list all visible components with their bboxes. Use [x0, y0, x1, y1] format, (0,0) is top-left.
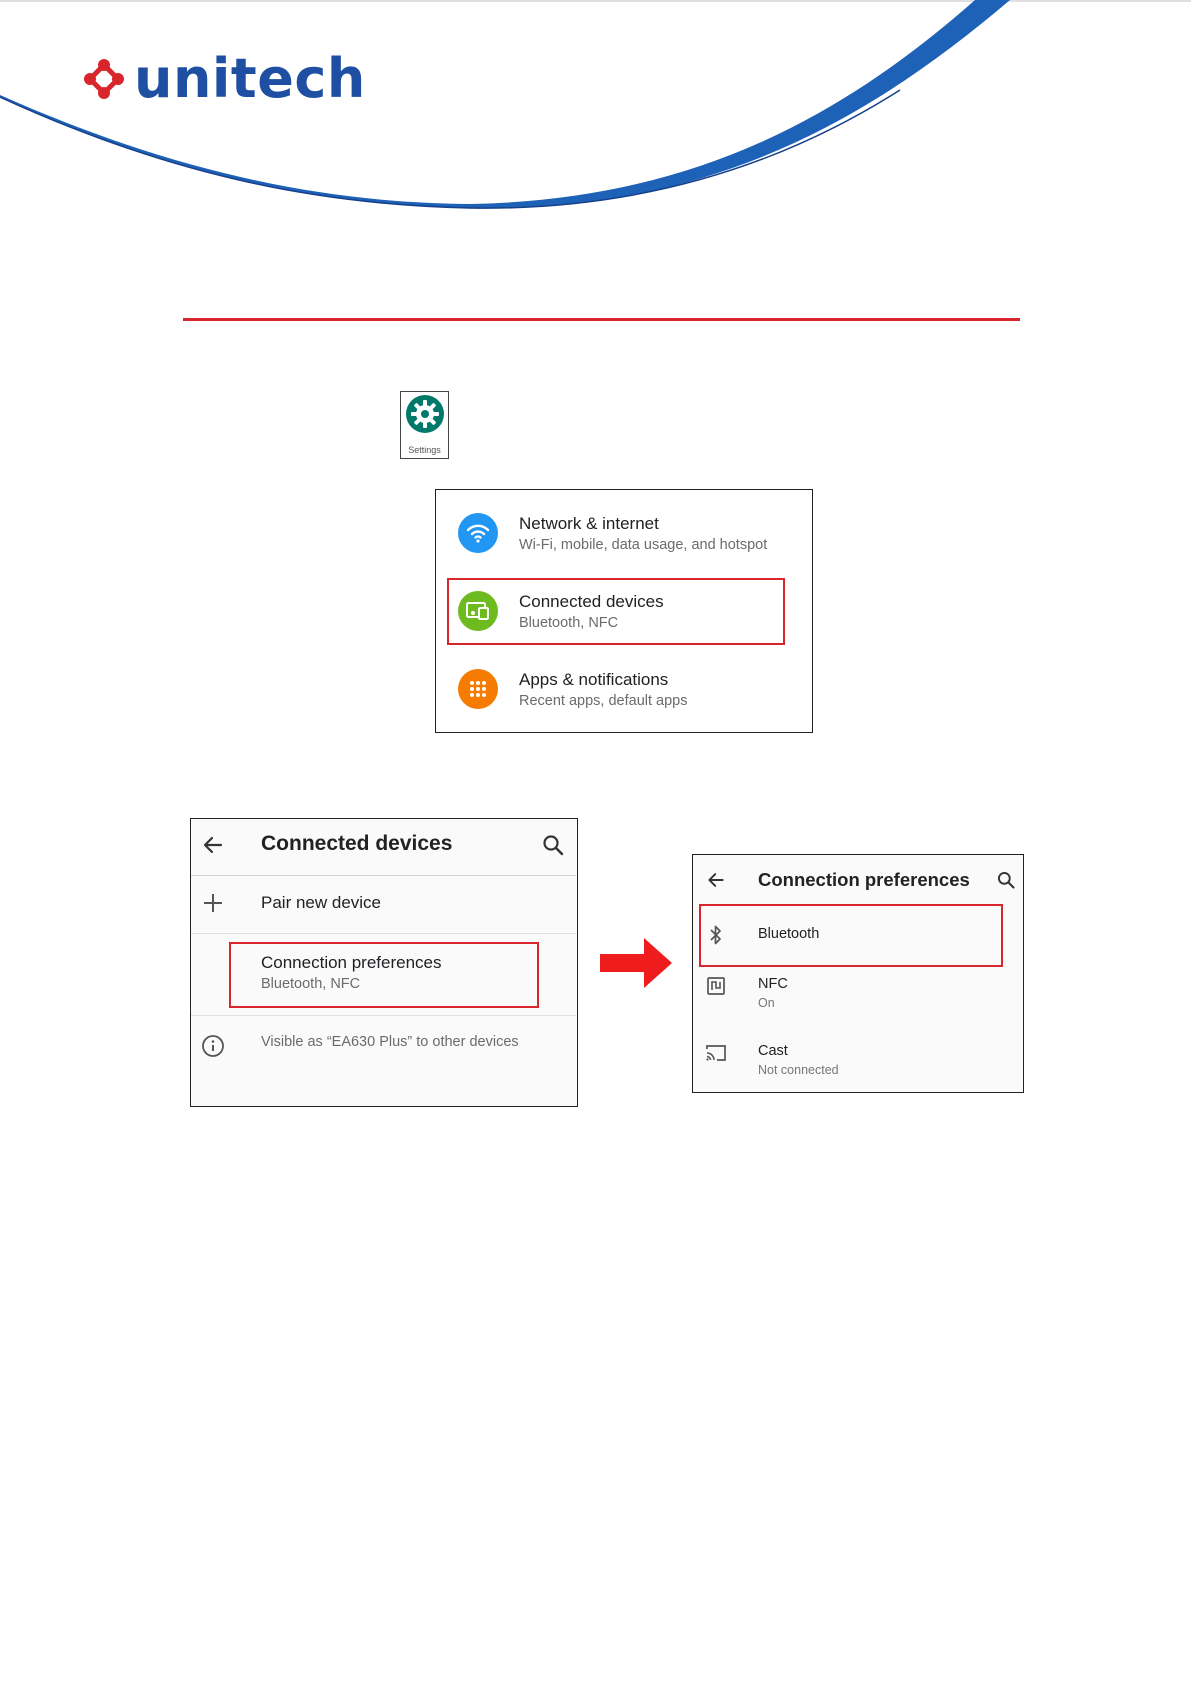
- bluetooth-item[interactable]: Bluetooth: [758, 926, 820, 942]
- connected-devices-icon: [458, 591, 498, 631]
- menu-item-apps-title[interactable]: Apps & notifications: [519, 670, 669, 689]
- menu-item-network-title[interactable]: Network & internet: [519, 514, 659, 533]
- toolbar-divider: [191, 875, 576, 876]
- menu-item-connected-devices-subtitle: Bluetooth, NFC: [519, 615, 619, 631]
- apps-grid-icon: [458, 669, 498, 709]
- menu-item-network-subtitle: Wi-Fi, mobile, data usage, and hotspot: [519, 537, 768, 553]
- connected-devices-title: Connected devices: [261, 832, 453, 855]
- connection-preferences-subtitle: Bluetooth, NFC: [261, 976, 361, 992]
- connection-preferences-screenshot: [692, 854, 1024, 1093]
- cast-status: Not connected: [758, 1063, 839, 1077]
- back-arrow-icon[interactable]: [706, 870, 726, 890]
- nfc-icon: [706, 976, 726, 996]
- unitech-logo: [80, 47, 366, 110]
- row-divider: [191, 933, 576, 934]
- wifi-icon: [458, 513, 498, 553]
- visibility-note: Visible as “EA630 Plus” to other devices: [261, 1034, 519, 1050]
- logo-wordmark: unitech: [134, 47, 366, 110]
- highlight-box: [699, 904, 1003, 967]
- header-swoosh: [0, 0, 1191, 230]
- gear-icon: [405, 394, 445, 434]
- section-divider: [183, 318, 1020, 321]
- cast-item[interactable]: Cast: [758, 1043, 788, 1059]
- connected-devices-screenshot: [190, 818, 578, 1107]
- nfc-item[interactable]: NFC: [758, 976, 788, 992]
- info-icon: [201, 1034, 225, 1058]
- menu-item-apps-subtitle: Recent apps, default apps: [519, 693, 688, 709]
- bluetooth-icon: [708, 924, 724, 946]
- menu-item-connected-devices-title[interactable]: Connected devices: [519, 592, 664, 611]
- highlight-box: [229, 942, 539, 1008]
- plus-icon: [202, 892, 224, 914]
- unitech-logo-mark-icon: [80, 54, 128, 104]
- cast-icon: [705, 1044, 727, 1062]
- search-icon[interactable]: [541, 833, 565, 857]
- connection-preferences-title: Connection preferences: [758, 869, 970, 890]
- search-icon[interactable]: [996, 870, 1016, 890]
- settings-menu-screenshot: [435, 489, 813, 733]
- connection-preferences-item[interactable]: Connection preferences: [261, 953, 442, 972]
- settings-app-label: Settings: [408, 445, 441, 455]
- red-arrow-icon: [600, 938, 672, 988]
- pair-new-device-item[interactable]: Pair new device: [261, 893, 382, 912]
- settings-app-icon[interactable]: [400, 391, 449, 459]
- nfc-status: On: [758, 996, 775, 1010]
- row-divider: [191, 1015, 576, 1016]
- back-arrow-icon[interactable]: [201, 833, 225, 857]
